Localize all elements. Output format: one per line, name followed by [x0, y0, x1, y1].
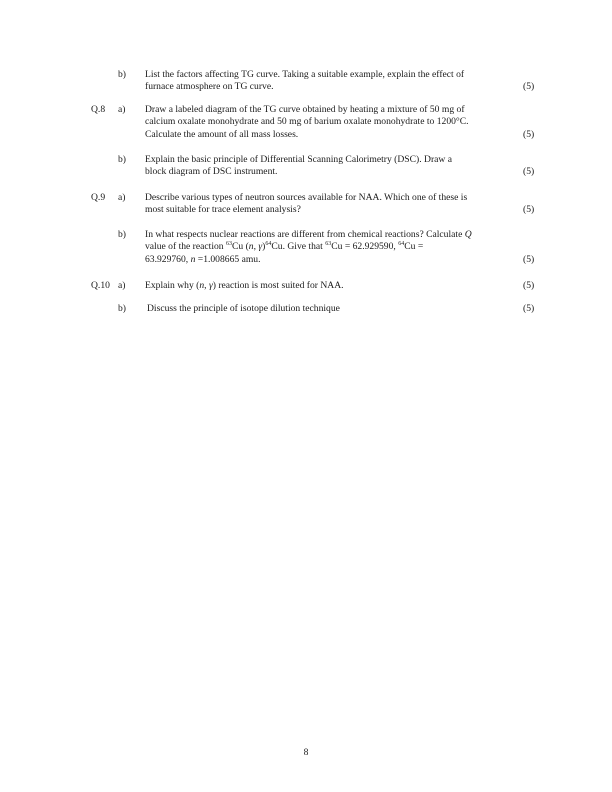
question-number: Q.8 [91, 104, 106, 115]
part-label: b) [118, 69, 126, 80]
part-label: a) [118, 192, 126, 203]
question-text: Draw a labeled diagram of the TG curve obtained by heating a mixture of 50 mg of calcium oxalate monohydrate and 50 mg of barium oxalate monohydrate to 1200°C. Calculate the amount of all mass losses. [145, 104, 469, 140]
marks: (5) [523, 128, 535, 140]
marks: (5) [523, 303, 535, 314]
marks: (5) [523, 280, 535, 291]
part-label: b) [118, 229, 126, 240]
marks: (5) [523, 81, 535, 93]
question-text: Describe various types of neutron sources available for NAA. Which one of these is most suitable for trace element analysis? [145, 192, 468, 216]
question-text: Discuss the principle of isotope dilution technique [147, 303, 340, 314]
part-label: a) [118, 104, 126, 115]
question-text: In what respects nuclear reactions are different from chemical reactions? Calculate Q value of the reaction $^{63}$Cu (n, γ)$^{64}$Cu. Give that $^{63}$Cu = 62.929590, $^{64}$Cu = 63.929760, n =1.008665 amu. [145, 229, 472, 265]
question-number: Q.9 [91, 192, 106, 203]
part-label: a) [118, 280, 126, 291]
question-text: Explain the basic principle of Differential Scanning Calorimetry (DSC). Draw a block diagram of DSC instrument. [145, 154, 452, 178]
question-text: Explain why (n, γ) reaction is most suited for NAA. [145, 280, 344, 291]
question-text: List the factors affecting TG curve. Taking a suitable example, explain the effect of furnace atmosphere on TG curve. [145, 69, 465, 93]
part-label: b) [118, 303, 126, 314]
marks: (5) [523, 204, 535, 216]
marks: (5) [523, 253, 535, 265]
page-number: 8 [303, 747, 309, 758]
part-label: b) [118, 154, 126, 165]
question-number: Q.10 [91, 280, 110, 291]
marks: (5) [523, 166, 535, 178]
q-symbol: Q [464, 229, 472, 240]
